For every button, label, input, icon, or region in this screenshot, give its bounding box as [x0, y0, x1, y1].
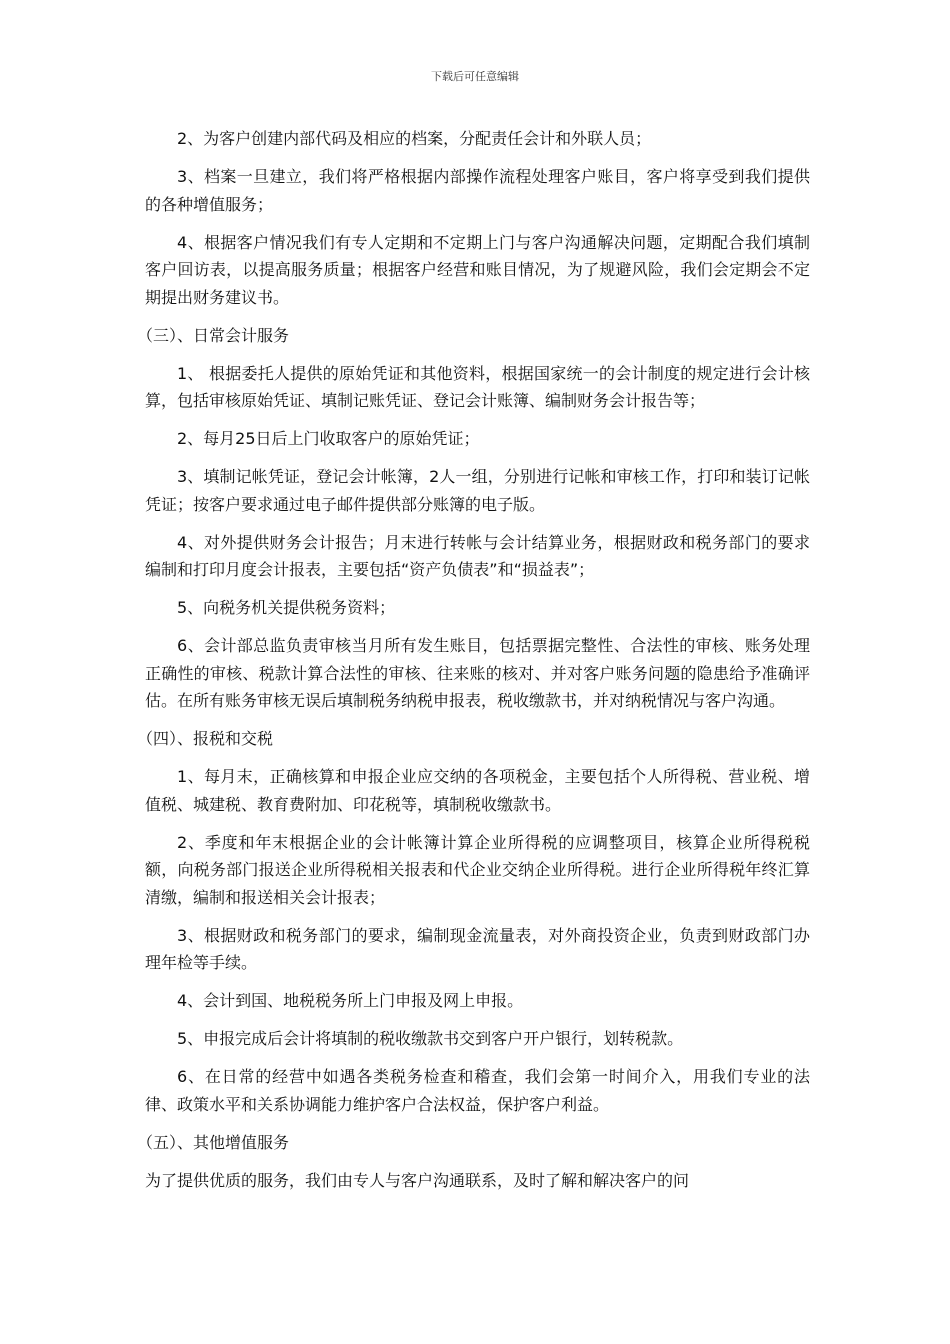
- section-heading-5: （五）、其他增值服务: [137, 1132, 290, 1152]
- paragraph-3: 3、档案一旦建立，我们将严格根据内部操作流程处理客户账目，客户将享受到我们提供的各种增值服务；: [145, 167, 810, 214]
- paragraph-tax-5: 5、申报完成后会计将填制的税收缴款书交到客户开户银行，划转税款。: [177, 1029, 684, 1048]
- paragraph-4: 4、根据客户情况我们有专人定期和不定期上门与客户沟通解决问题，定期配合我们填制客户回访表，以提高服务质量；根据客户经营和账目情况，为了规避风险，我们会定期会不定期提出财务建议书。: [145, 232, 810, 307]
- paragraph-daily-2: 2、每月25日后上门收取客户的原始凭证；: [177, 429, 480, 448]
- paragraph-daily-5: 5、向税务机关提供税务资料；: [177, 598, 396, 617]
- paragraph-tax-3: 3、根据财政和税务部门的要求，编制现金流量表，对外商投资企业，负责到财政部门办理年检等手续。: [145, 925, 810, 972]
- paragraph-2: 2、为客户创建内部代码及相应的档案，分配责任会计和外联人员；: [177, 129, 652, 148]
- paragraph-tax-2: 2、季度和年末根据企业的会计帐簿计算企业所得税的应调整项目，核算企业所得税税额，向税务部门报送企业所得税相关报表和代企业交纳企业所得税。进行企业所得税年终汇算清缴，编制和报送相关会计报表；: [145, 832, 810, 907]
- paragraph-daily-6: 6、会计部总监负责审核当月所有发生账目，包括票据完整性、合法性的审核、账务处理正确性的审核、税款计算合法性的审核、往来账的核对、并对客户账务问题的隐患给予准确评估。在所有账务审核无误后填制税务纳税申报表，税收缴款书，并对纳税情况与客户沟通。: [145, 636, 810, 710]
- page-header: 下载后可任意编辑: [431, 70, 519, 83]
- section-heading-4: （四）、报税和交税: [137, 729, 274, 748]
- paragraph-tax-6: 6、在日常的经营中如遇各类税务检查和稽查，我们会第一时间介入，用我们专业的法律、政策水平和关系协调能力维护客户合法权益，保护客户利益。: [145, 1067, 810, 1114]
- document-body: [137, 125, 810, 1205]
- paragraph-value-added: 为了提供优质的服务，我们由专人与客户沟通联系，及时了解和解决客户的问: [145, 1170, 690, 1190]
- paragraph-daily-1: 1、 根据委托人提供的原始凭证和其他资料，根据国家统一的会计制度的规定进行会计核算，包括审核原始凭证、填制记账凭证、登记会计账簿、编制财务会计报告等；: [145, 363, 810, 410]
- paragraph-tax-1: 1、每月末，正确核算和申报企业应交纳的各项税金，主要包括个人所得税、营业税、增值税、城建税、教育费附加、印花税等，填制税收缴款书。: [145, 767, 810, 814]
- section-heading-3: （三）、日常会计服务: [137, 325, 290, 345]
- paragraph-daily-3: 3、填制记帐凭证，登记会计帐簿，2人一组，分别进行记帐和审核工作，打印和装订记帐凭证；按客户要求通过电子邮件提供部分账簿的电子版。: [145, 467, 810, 514]
- paragraph-daily-4: 4、对外提供财务会计报告；月末进行转帐与会计结算业务，根据财政和税务部门的要求编制和打印月度会计报表，主要包括“资产负债表”和“损益表”；: [145, 532, 810, 579]
- paragraph-tax-4: 4、会计到国、地税税务所上门申报及网上申报。: [177, 991, 524, 1010]
